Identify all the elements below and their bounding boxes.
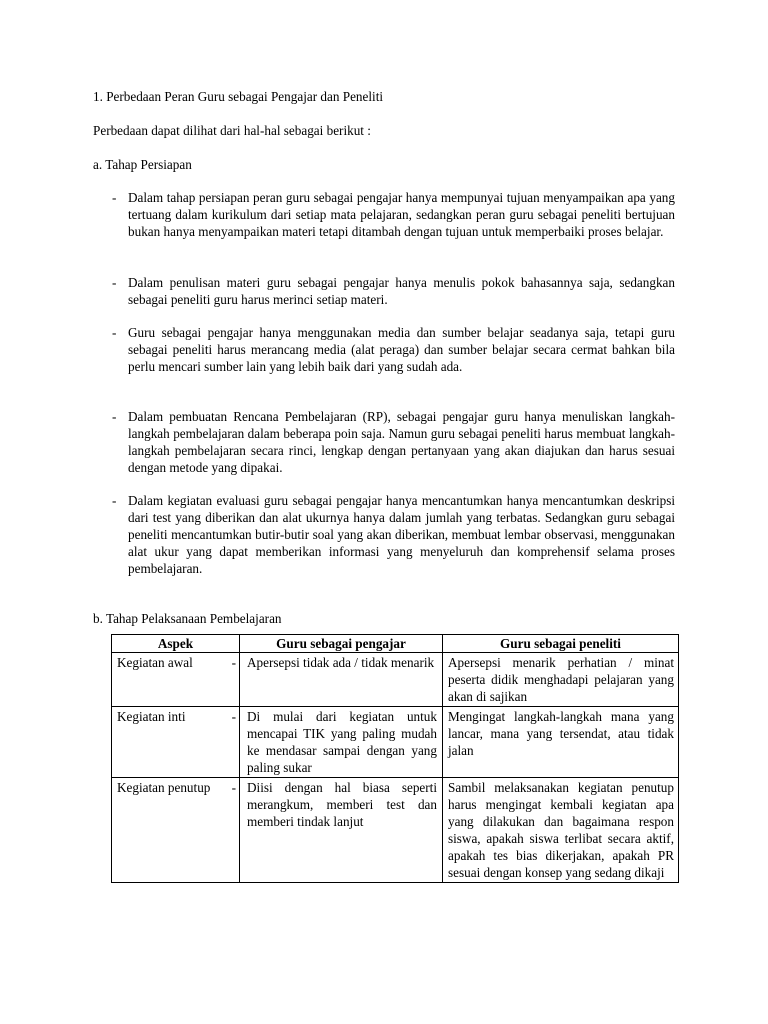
comparison-table [111, 634, 679, 883]
table-row [112, 778, 679, 883]
pengajar-text: Apersepsi tidak ada / tidak menarik [247, 655, 435, 670]
list-item-text: Guru sebagai pengajar hanya menggunakan media dan sumber belajar seadanya saja, tetapi guru sebagai peneliti harus merancang media (alat peraga) dan sumber belajar secara cermat bahkan bila perlu mencari sumber lain yang lebih baik dari yang sudah ada. [128, 325, 675, 374]
column-header-aspek: Aspek [112, 635, 240, 653]
table-row [112, 653, 679, 707]
column-header-pengajar: Guru sebagai pengajar [240, 635, 443, 653]
bullet-dash: - [112, 275, 117, 290]
bullet-dash: - [112, 409, 117, 424]
peneliti-cell: Mengingat langkah-langkah mana yang lancar, mana yang tersendat, atau tidak jalan [443, 707, 679, 778]
aspek-label: Kegiatan penutup [117, 780, 211, 795]
table-row [112, 707, 679, 778]
column-header-peneliti: Guru sebagai peneliti [443, 635, 679, 653]
list-item-text: Dalam pembuatan Rencana Pembelajaran (RP), sebagai pengajar guru hanya menuliskan langkah-langkah pembelajaran dalam beberapa poin saja. Namun guru sebagai peneliti harus membuat langkah-langkah pembelajaran secara rinci, lengkap dengan pertanyaan yang akan diajukan dan harus sesuai dengan metode yang dipakai. [128, 409, 675, 475]
pengajar-text: Diisi dengan hal biasa seperti merangkum, memberi test dan memberi tindak lanjut [247, 780, 437, 829]
aspek-cell [112, 778, 240, 883]
cell-dash: - [231, 780, 236, 795]
pengajar-cell [240, 778, 443, 883]
pengajar-cell [240, 707, 443, 778]
cell-dash: - [231, 655, 236, 670]
bullet-dash: - [112, 325, 117, 340]
section-b-title: b. Tahap Pelaksanaan Pembelajaran [93, 611, 282, 626]
list-item-text: Dalam penulisan materi guru sebagai pengajar hanya menulis pokok bahasannya saja, sedangkan sebagai peneliti guru harus merinci setiap materi. [128, 275, 675, 307]
aspek-label: Kegiatan inti [117, 709, 186, 724]
aspek-cell [112, 653, 240, 707]
peneliti-cell: Sambil melaksanakan kegiatan penutup harus mengingat kembali kegiatan apa yang dilakukan dan bagaimana respon siswa, apakah siswa terlibat secara aktif, apakah tes bias dikerjakan, apakah PR sesuai dengan konsep yang sedang dikaji [443, 778, 679, 883]
bullet-dash: - [112, 190, 117, 205]
intro-text: Perbedaan dapat dilihat dari hal-hal sebagai berikut : [93, 123, 371, 138]
pengajar-cell [240, 653, 443, 707]
section-a-title: a. Tahap Persiapan [93, 157, 192, 172]
table-header-row [112, 635, 679, 653]
list-item-text: Dalam tahap persiapan peran guru sebagai pengajar hanya mempunyai tujuan menyampaikan apa yang tertuang dalam kurikulum dari setiap mata pelajaran, sedangkan peran guru sebagai peneliti bertujuan bukan hanya menyampaikan materi tetapi ditambah dengan tujuan untuk memperbaiki proses belajar. [128, 190, 675, 239]
cell-dash: - [231, 709, 236, 724]
bullet-dash: - [112, 493, 117, 508]
pengajar-text: Di mulai dari kegiatan untuk mencapai TIK yang paling mudah ke mendasar sampai dengan yang paling sukar [247, 709, 437, 775]
aspek-label: Kegiatan awal [117, 655, 193, 670]
peneliti-cell: Apersepsi menarik perhatian / minat peserta didik menghadapi pelajaran yang akan di sajikan [443, 653, 679, 707]
section-heading: 1. Perbedaan Peran Guru sebagai Pengajar dan Peneliti [93, 89, 384, 104]
aspek-cell [112, 707, 240, 778]
list-item-text: Dalam kegiatan evaluasi guru sebagai pengajar hanya mencantumkan hanya mencantumkan deskripsi dari test yang diberikan dan alat ukurnya hanya dalam jumlah yang terbatas. Sedangkan guru sebagai peneliti mencantumkan butir-butir soal yang akan diberikan, membuat lembar observasi, menggunakan alat ukur yang dapat memberikan informasi yang menyeluruh dan komprehensif selama proses pembelajaran. [128, 493, 675, 576]
